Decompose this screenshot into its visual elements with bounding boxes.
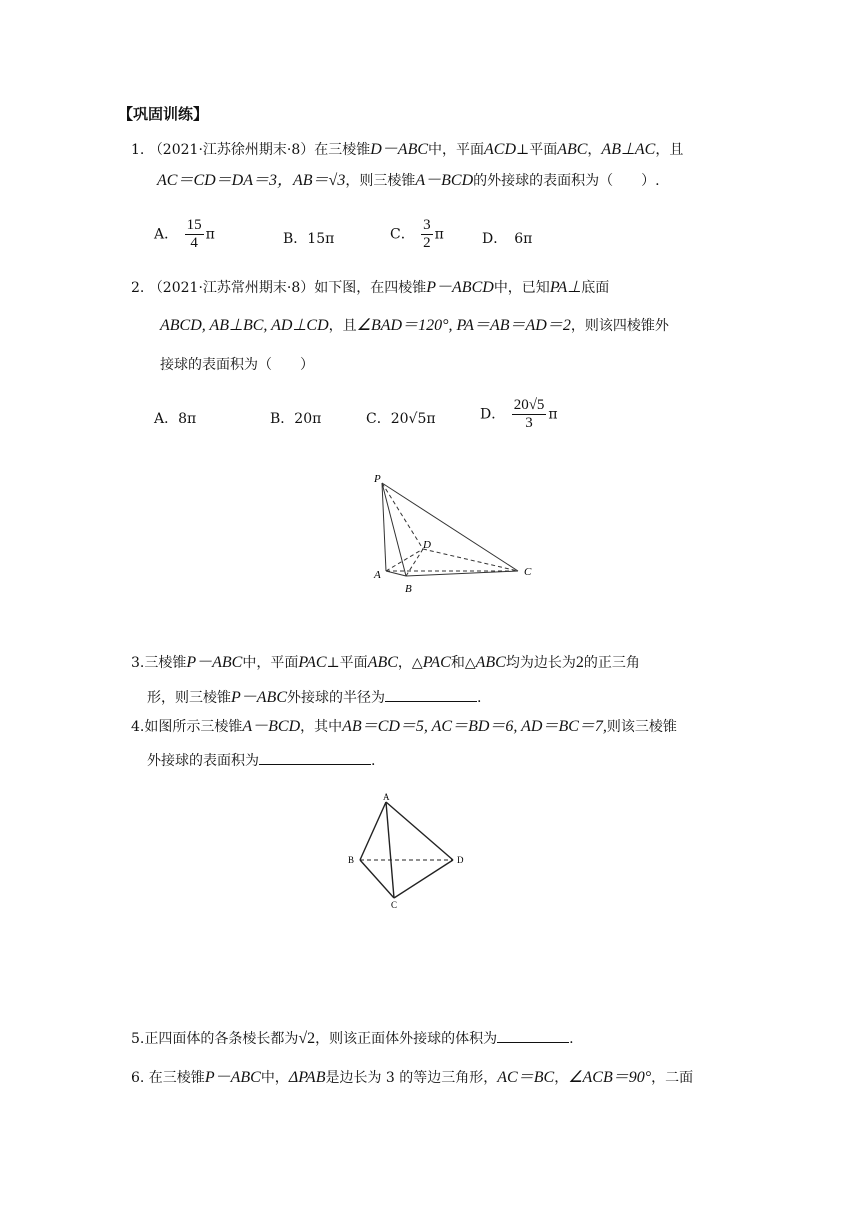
q1-text: ⊥平面 <box>516 142 558 158</box>
q4-math: AB＝CD＝5, AC＝BD＝6, AD＝BC＝7, <box>342 718 607 735</box>
numerator: 15 <box>186 217 202 233</box>
answer-blank <box>385 687 477 702</box>
q4-text: . <box>371 753 376 769</box>
q6-math: AC＝BC <box>497 1069 555 1086</box>
pi-symbol: π <box>548 406 558 423</box>
q2-option-c: C．20√5π <box>366 411 436 427</box>
q3-text: ⊥平面 <box>326 655 368 671</box>
fraction <box>512 397 547 432</box>
q6-line <box>131 1068 693 1088</box>
edge-cd <box>394 860 453 898</box>
label-b: B <box>405 583 412 595</box>
label-a: A <box>383 792 390 802</box>
edge-bc <box>360 860 394 898</box>
q3-text: 中，平面 <box>242 655 299 671</box>
q1-line-1 <box>131 140 683 160</box>
q1-text: 的外接球的表面积为（ ）. <box>473 173 660 189</box>
q1-text: 中，平面 <box>428 142 485 158</box>
q1-option-b: B．15π <box>283 231 335 247</box>
edge-bc <box>406 571 518 576</box>
q1-option-d: D． 6π <box>482 231 533 247</box>
pi-symbol: π <box>205 226 215 243</box>
q5-math: √2 <box>298 1030 316 1047</box>
q2-option-d <box>480 397 558 432</box>
q1-math: ABC <box>557 141 588 158</box>
q6-math: ∠ACB＝90° <box>568 1069 652 1086</box>
section-title: 【巩固训练】 <box>118 105 209 123</box>
edge-ab <box>386 571 406 576</box>
q2-math: ABCD, AB⊥BC, AD⊥CD <box>160 317 329 334</box>
q3-text: 外接球的半径为 <box>287 690 385 706</box>
q3-line-1 <box>131 653 640 673</box>
q1-option-a <box>154 217 215 252</box>
q3-line-2 <box>147 687 481 708</box>
q3-text: 的正三角 <box>583 655 640 671</box>
q4-line-2 <box>147 750 375 771</box>
q1-line-2 <box>157 171 660 191</box>
q2-text: 底面 <box>581 280 610 296</box>
q3-text: ，△ <box>397 655 423 671</box>
answer-blank <box>259 750 371 765</box>
q1-option-c <box>390 217 444 252</box>
label-c: C <box>524 566 532 578</box>
q2-line-2 <box>160 316 669 336</box>
q1-text: （2021·江苏徐州期末·8）在三棱锥 <box>148 142 371 158</box>
q4-text: 则该三棱锥 <box>606 719 677 735</box>
q4-math: A－BCD <box>242 718 301 735</box>
q2-option-a: A．8π <box>154 411 197 427</box>
q1-number: 1. <box>131 142 145 158</box>
q1-text: ， <box>587 142 602 158</box>
q6-text: ，二面 <box>651 1070 694 1086</box>
edge-ad <box>386 802 453 860</box>
edge-ad-hidden <box>386 549 423 571</box>
q3-math: ABC <box>475 654 506 671</box>
q3-text: 均为边长为 <box>505 655 576 671</box>
q6-text: 6. 在三棱锥 <box>131 1070 205 1086</box>
q1-math: AC＝CD＝DA＝3，AB＝√3 <box>157 172 346 189</box>
q6-text: 是边长为 3 的等边三角形， <box>325 1070 498 1086</box>
label-a: A <box>374 569 381 581</box>
q3-text: 3.三棱锥 <box>131 655 187 671</box>
denominator: 2 <box>423 235 431 251</box>
option-label: D． <box>480 406 506 423</box>
q2-math: ∠BAD＝120°, PA＝AB＝AD＝2 <box>356 317 571 334</box>
q4-text: 4.如图所示三棱锥 <box>131 719 243 735</box>
label-c: C <box>391 900 398 910</box>
label-b: B <box>348 855 355 865</box>
q1-math: D－ABC <box>370 141 429 158</box>
q2-math: PA⊥ <box>549 279 582 296</box>
label-p: P <box>374 473 381 485</box>
label-d: D <box>423 539 431 551</box>
q3-text: 形，则三棱锥 <box>147 690 231 706</box>
tetrahedron-figure <box>340 790 480 912</box>
numerator: 3 <box>423 217 431 233</box>
q2-text: 中，已知 <box>493 280 550 296</box>
q3-math: 2 <box>575 654 584 671</box>
q6-text: ， <box>554 1070 569 1086</box>
q4-text: ，其中 <box>300 719 343 735</box>
q4-line-1 <box>131 717 677 737</box>
q6-math: ΔPAB <box>288 1069 326 1086</box>
edge-pc <box>382 483 518 571</box>
q2-number: 2. <box>131 280 145 296</box>
q2-line-1 <box>131 278 609 298</box>
q3-math: P－ABC <box>186 654 243 671</box>
q3-text: 和△ <box>450 655 476 671</box>
q5-text: . <box>569 1031 574 1047</box>
q2-option-b: B．20π <box>270 411 322 427</box>
edge-bd-hidden <box>406 549 423 576</box>
q5-line <box>131 1028 574 1049</box>
q2-text: ，且 <box>328 318 357 334</box>
q1-text: ，则三棱锥 <box>345 173 416 189</box>
q6-math: P－ABC <box>204 1069 261 1086</box>
q2-text: （2021·江苏常州期末·8）如下图，在四棱锥 <box>148 280 427 296</box>
q5-text: ，则该正面体外接球的体积为 <box>315 1031 498 1047</box>
fraction <box>421 217 433 252</box>
edge-ac <box>386 802 394 898</box>
denominator: 3 <box>525 415 533 431</box>
q6-text: 中， <box>260 1070 289 1086</box>
q1-math: ACD <box>484 141 517 158</box>
q3-math: P－ABC <box>231 689 287 706</box>
q3-text: . <box>477 690 482 706</box>
q1-text: ，且 <box>655 142 684 158</box>
edge-pd-hidden <box>382 483 423 549</box>
option-label: C． <box>390 226 415 243</box>
q4-text: 外接球的表面积为 <box>147 753 259 769</box>
q1-math: AB⊥AC <box>601 141 656 158</box>
q2-text: ，则该四棱锥外 <box>570 318 669 334</box>
edge-ab <box>360 802 386 860</box>
answer-blank <box>497 1028 569 1043</box>
denominator: 4 <box>190 235 198 251</box>
q3-math: ABC <box>367 654 398 671</box>
q2-line-3: 接球的表面积为（ ） <box>160 357 314 373</box>
pi-symbol: π <box>434 226 444 243</box>
q2-math: P－ABCD <box>426 279 494 296</box>
fraction <box>185 217 204 252</box>
q1-math: A－BCD <box>415 172 474 189</box>
pyramid-figure <box>360 468 550 600</box>
option-label: A． <box>154 226 179 243</box>
edge-dc-hidden <box>423 549 518 571</box>
numerator: 20√5 <box>513 397 545 413</box>
q3-math: PAC <box>298 654 327 671</box>
label-d: D <box>457 855 464 865</box>
q3-math: PAC <box>422 654 451 671</box>
q5-text: 5.正四面体的各条棱长都为 <box>131 1031 299 1047</box>
